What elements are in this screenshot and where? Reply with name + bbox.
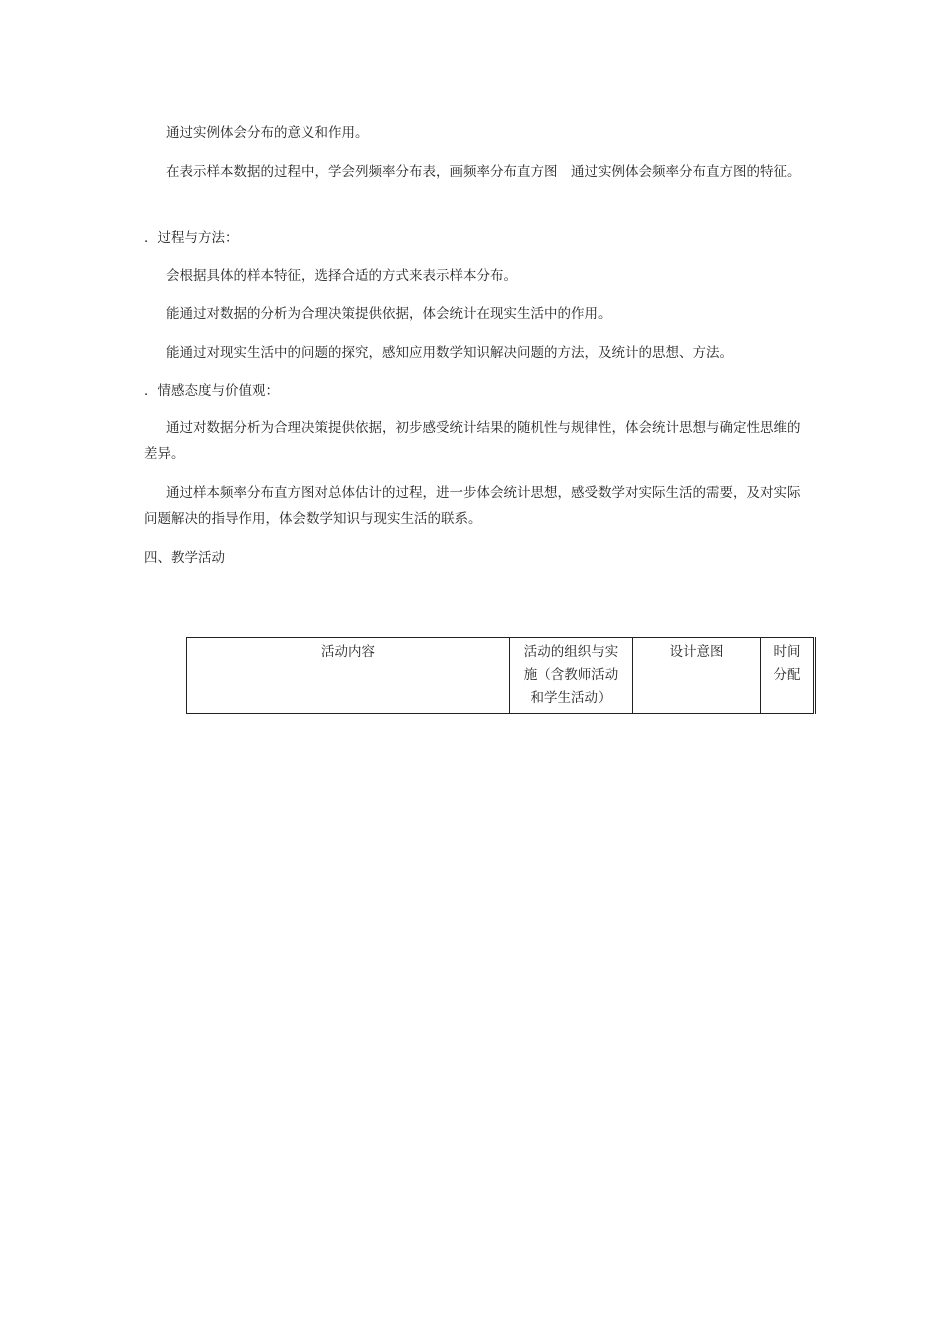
header-activity-content: 活动内容: [187, 638, 510, 714]
heading-teaching-activities: 四、教学活动: [144, 550, 225, 566]
header-organization: 活动的组织与实 施（含教师活动 和学生活动）: [510, 638, 633, 714]
paragraph-distribution-meaning: 通过实例体会分布的意义和作用。: [166, 125, 369, 141]
paragraph-randomness: 通过对数据分析为合理决策提供依据，初步感受统计结果的随机性与规律性，体会统计思想与确定性思维的差异。: [144, 420, 801, 462]
header-time-allocation: 时间 分配: [761, 638, 815, 714]
paragraph-sample-features: 会根据具体的样本特征，选择合适的方式来表示样本分布。: [166, 268, 517, 284]
table-header-row: [187, 638, 815, 714]
header-design-intent: 设计意图: [633, 638, 761, 714]
paragraph-frequency-table: 在表示样本数据的过程中，学会列频率分布表，画频率分布直方图 通过实例体会频率分布直方图的特征。: [166, 164, 801, 180]
activity-table: [186, 637, 818, 713]
paragraph-estimation: 通过样本频率分布直方图对总体估计的过程，进一步体会统计思想，感受数学对实际生活的需要，及对实际问题解决的指导作用，体会数学知识与现实生活的联系。: [144, 485, 801, 527]
paragraph-data-analysis: 能通过对数据的分析为合理决策提供依据，体会统计在现实生活中的作用。: [166, 306, 612, 322]
heading-emotion-values: ．情感态度与价值观：: [144, 383, 279, 399]
heading-process-method: ．过程与方法：: [144, 230, 239, 246]
paragraph-real-life-problems: 能通过对现实生活中的问题的探究，感知应用数学知识解决问题的方法，及统计的思想、方法。: [166, 345, 733, 361]
